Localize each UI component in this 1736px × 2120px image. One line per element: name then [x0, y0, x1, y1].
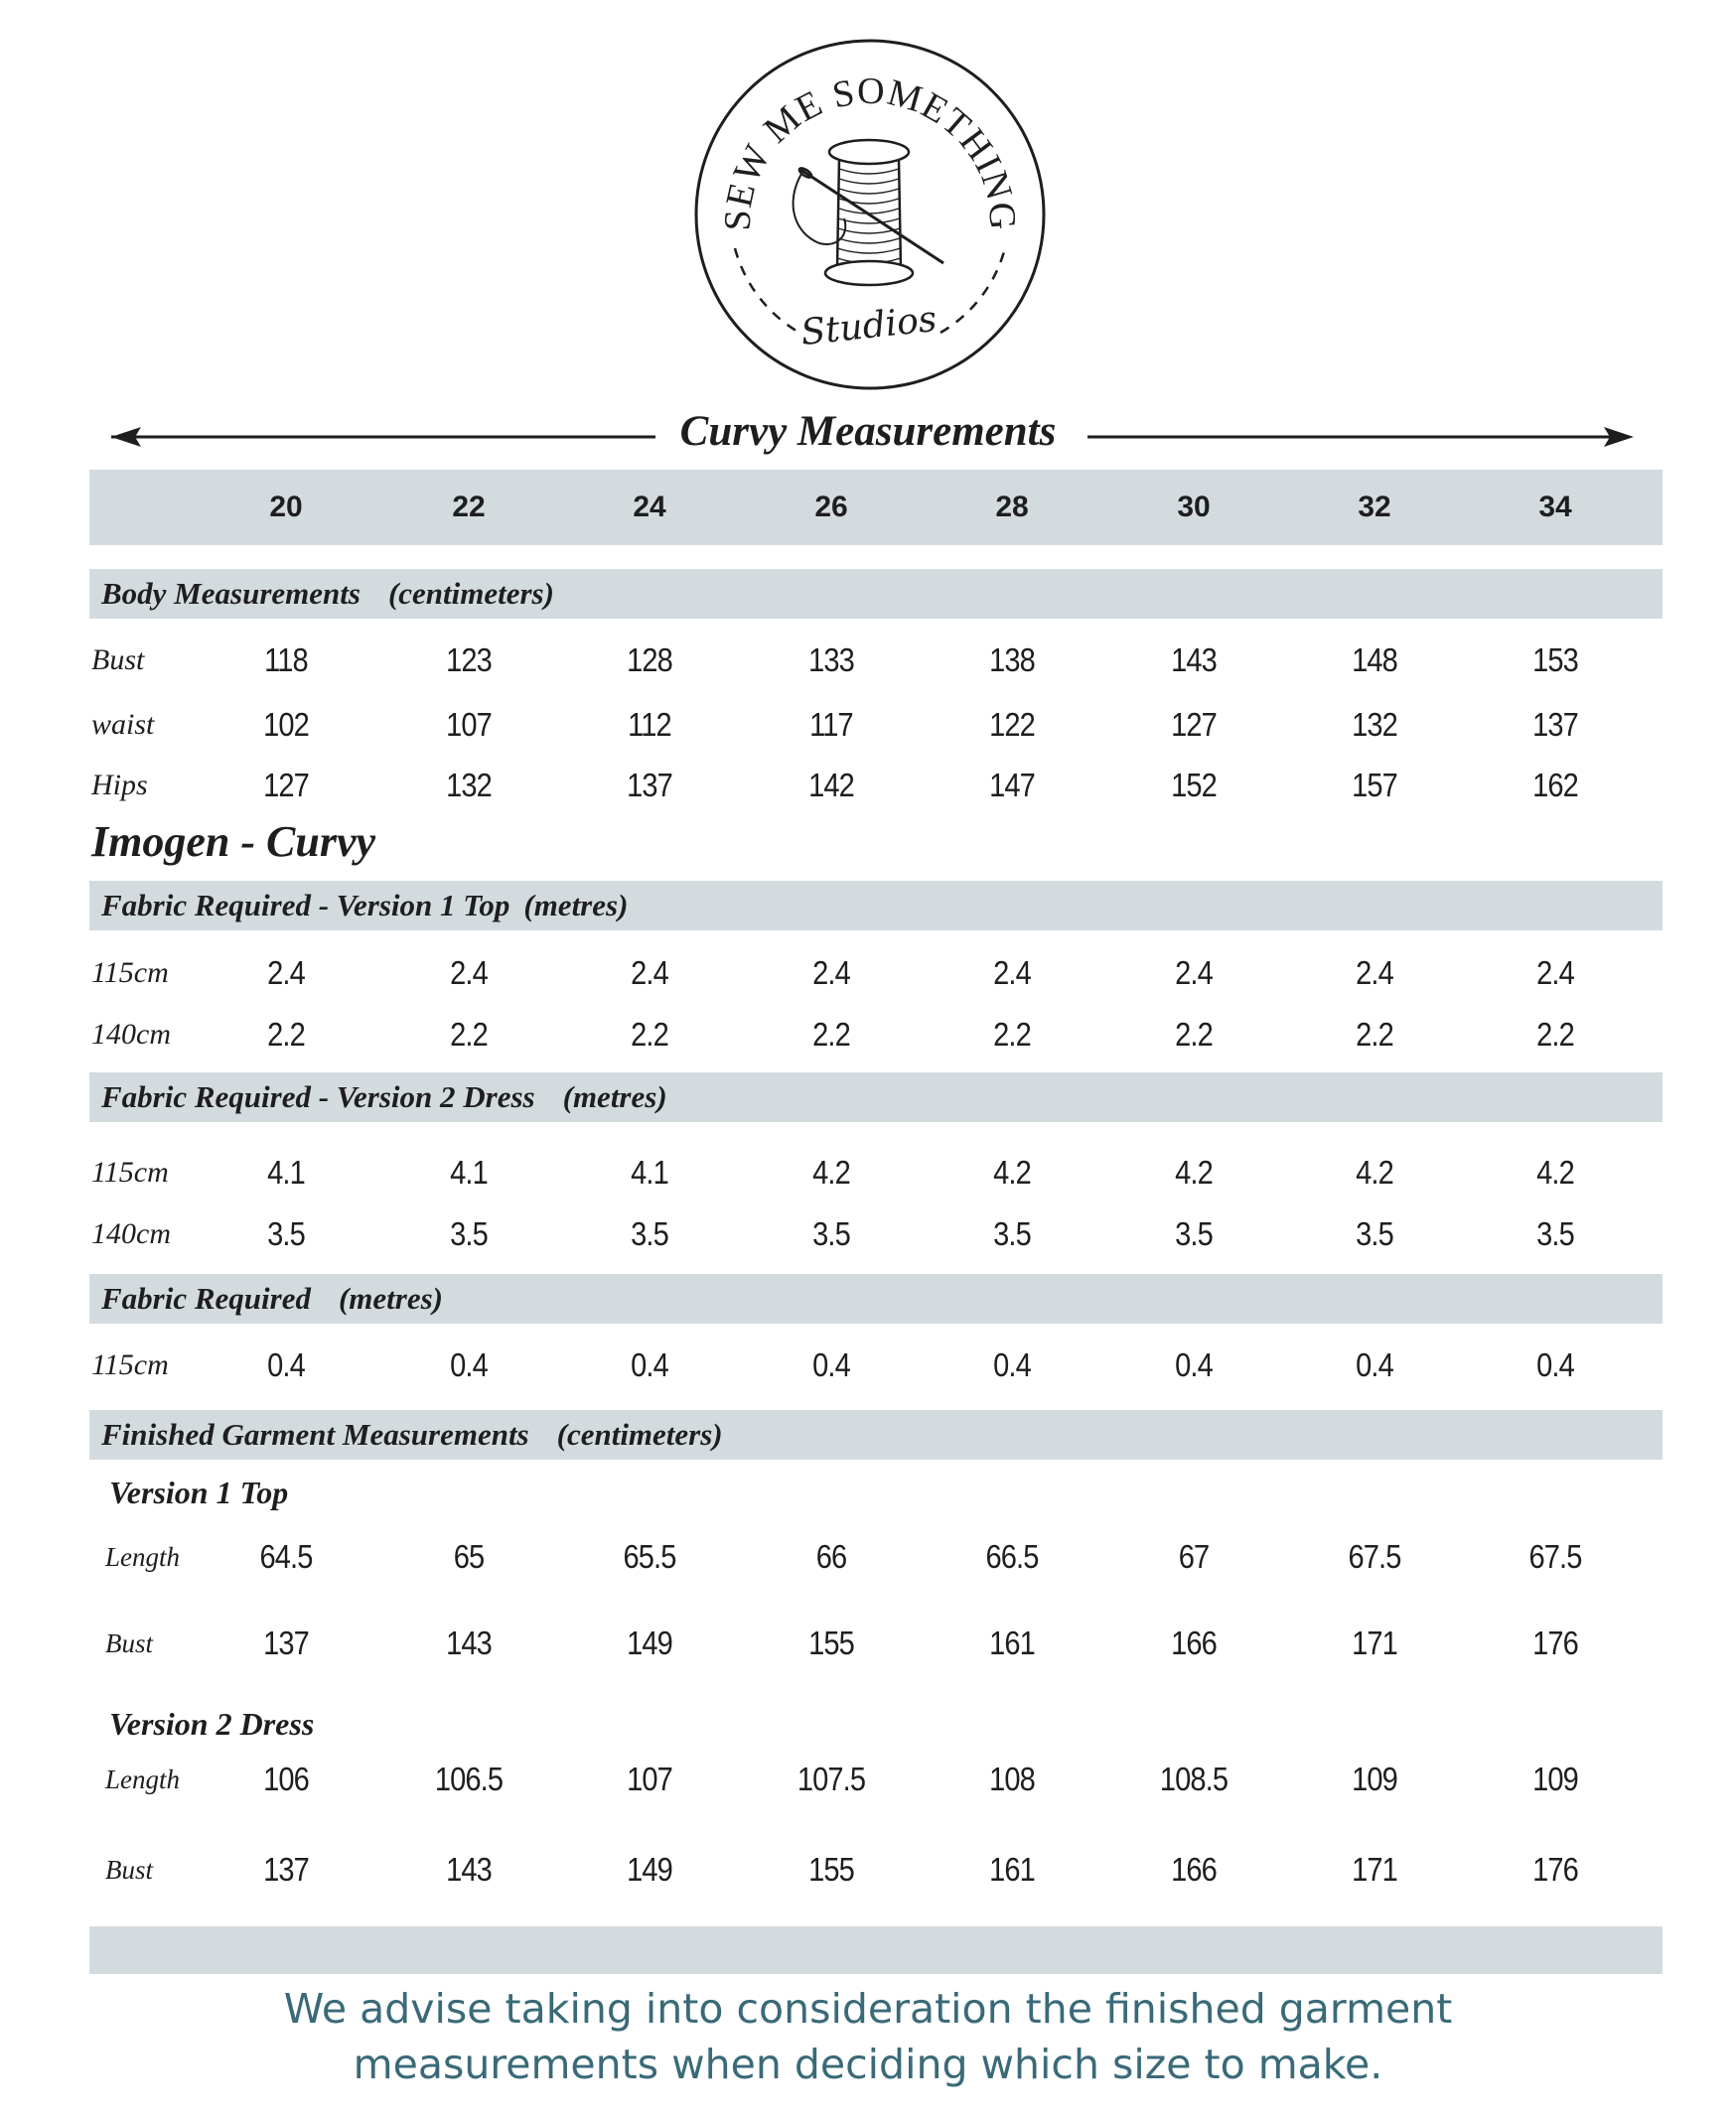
row-label: Bust	[105, 1628, 154, 1658]
page-title: Curvy Measurements	[0, 407, 1736, 457]
version2-title: Version 2 Dress	[109, 1706, 315, 1742]
table-cell: 4.2	[1175, 1154, 1213, 1191]
row-label: waist	[91, 708, 155, 741]
size-header-cell: 34	[1538, 491, 1572, 523]
section-heading-text: Fabric Required - Version 2 Dress	[101, 1079, 535, 1114]
table-cell: 0.4	[812, 1346, 850, 1383]
table-cell: 2.2	[450, 1016, 488, 1053]
svg-text:Studios: Studios	[798, 299, 940, 354]
table-cell: 0.4	[450, 1346, 488, 1383]
table-cell: 143	[446, 1851, 492, 1888]
advice-line: measurements when deciding which size to make.	[353, 2041, 1383, 2088]
table-cell: 2.2	[993, 1016, 1031, 1053]
advice-line: We advise taking into consideration the finished garment	[283, 1985, 1453, 2033]
row-label: Length	[105, 1765, 181, 1794]
size-header-cell: 22	[452, 491, 486, 523]
table-cell: 149	[627, 1625, 672, 1661]
table-cell: 147	[989, 767, 1035, 803]
table-cell: 4.2	[1356, 1154, 1393, 1191]
table-cell: 137	[627, 767, 672, 803]
table-row	[89, 1010, 1663, 1060]
table-cell: 2.4	[267, 954, 305, 991]
row-label: 140cm	[91, 1217, 171, 1250]
row-label: 115cm	[91, 1156, 169, 1189]
table-cell: 127	[263, 767, 309, 803]
row-label: 140cm	[91, 1018, 171, 1051]
table-cell: 4.1	[450, 1154, 488, 1191]
table-row	[89, 948, 1663, 998]
row-label: 115cm	[91, 956, 169, 989]
section-heading-text: Body Measurements	[101, 576, 361, 611]
product-title: Imogen - Curvy	[91, 817, 375, 866]
table-cell: 3.5	[267, 1215, 305, 1252]
section-unit: (centimeters)	[387, 576, 554, 611]
table-cell: 2.4	[450, 954, 488, 991]
table-cell: 4.2	[1536, 1154, 1574, 1191]
table-cell: 2.4	[1356, 954, 1393, 991]
table-cell: 2.2	[267, 1016, 305, 1053]
table-cell: 2.4	[812, 954, 850, 991]
row-label: Length	[105, 1542, 181, 1572]
table-cell: 2.4	[1175, 954, 1213, 991]
table-cell: 2.2	[1356, 1016, 1393, 1053]
table-cell: 2.2	[1175, 1016, 1213, 1053]
table-row	[89, 1341, 1663, 1390]
section-heading	[101, 569, 554, 619]
version1-title: Version 1 Top	[109, 1475, 289, 1510]
table-cell: 106	[263, 1761, 309, 1797]
table-cell: 0.4	[267, 1346, 305, 1383]
table-cell: 155	[808, 1851, 854, 1888]
size-header-cell: 24	[633, 491, 666, 523]
section-unit: (metres)	[523, 888, 629, 922]
table-row	[89, 1755, 1663, 1804]
table-cell: 137	[263, 1851, 309, 1888]
section-unit: (metres)	[338, 1281, 444, 1316]
size-header-cell: 26	[814, 491, 848, 523]
table-cell: 142	[808, 767, 854, 803]
table-cell: 0.4	[1356, 1346, 1393, 1383]
table-cell: 127	[1171, 706, 1217, 743]
table-cell: 106.5	[434, 1761, 504, 1797]
table-cell: 2.4	[993, 954, 1031, 991]
table-cell: 176	[1532, 1851, 1578, 1888]
table-cell: 2.4	[631, 954, 668, 991]
table-row	[89, 761, 1663, 810]
table-cell: 3.5	[631, 1215, 668, 1252]
section-band-body	[89, 569, 1663, 619]
title-arrow-line	[0, 0, 1736, 467]
row-label: 115cm	[91, 1348, 169, 1381]
table-cell: 123	[446, 641, 492, 678]
table-cell: 137	[1532, 706, 1578, 743]
table-row	[89, 1845, 1663, 1895]
table-cell: 107	[446, 706, 492, 743]
table-row	[89, 636, 1663, 685]
size-header-cell: 32	[1358, 491, 1391, 523]
section-band-fabric-v2	[89, 1072, 1663, 1122]
table-cell: 161	[989, 1851, 1035, 1888]
table-cell: 2.2	[812, 1016, 850, 1053]
table-cell: 66	[815, 1538, 847, 1575]
table-cell: 2.2	[1536, 1016, 1574, 1053]
table-cell: 166	[1171, 1851, 1217, 1888]
table-cell: 138	[989, 641, 1035, 678]
table-cell: 3.5	[1175, 1215, 1213, 1252]
table-cell: 143	[1171, 641, 1217, 678]
table-cell: 109	[1532, 1761, 1578, 1797]
advice-note	[0, 1981, 1736, 2092]
table-cell: 118	[264, 641, 308, 678]
table-cell: 152	[1171, 767, 1217, 803]
table-cell: 122	[989, 706, 1035, 743]
table-cell: 2.4	[1536, 954, 1574, 991]
table-cell: 155	[808, 1625, 854, 1661]
table-cell: 3.5	[1356, 1215, 1393, 1252]
section-heading	[101, 881, 628, 930]
table-cell: 128	[627, 641, 672, 678]
size-header-cell: 28	[995, 491, 1029, 523]
section-heading	[101, 1274, 443, 1324]
table-cell: 153	[1532, 641, 1578, 678]
table-cell: 65.5	[623, 1538, 676, 1575]
table-cell: 107.5	[796, 1761, 866, 1797]
table-cell: 143	[446, 1625, 492, 1661]
table-cell: 171	[1352, 1851, 1397, 1888]
table-cell: 4.2	[812, 1154, 850, 1191]
section-unit: (centimeters)	[556, 1417, 723, 1452]
table-cell: 137	[263, 1625, 309, 1661]
footer-band	[89, 1926, 1663, 1974]
section-band-finished	[89, 1410, 1663, 1460]
table-cell: 2.2	[631, 1016, 668, 1053]
table-cell: 102	[263, 706, 309, 743]
table-row	[89, 700, 1663, 750]
table-row	[89, 1148, 1663, 1198]
table-cell: 117	[809, 706, 853, 743]
table-cell: 3.5	[1536, 1215, 1574, 1252]
section-heading-text: Fabric Required	[101, 1281, 311, 1316]
table-cell: 67.5	[1528, 1538, 1582, 1575]
section-unit: (metres)	[562, 1079, 667, 1114]
table-cell: 132	[446, 767, 492, 803]
table-cell: 3.5	[812, 1215, 850, 1252]
table-cell: 0.4	[993, 1346, 1031, 1383]
table-cell: 108	[989, 1761, 1035, 1797]
table-cell: 4.1	[631, 1154, 668, 1191]
table-row	[89, 1209, 1663, 1259]
table-cell: 176	[1532, 1625, 1578, 1661]
table-cell: 108.5	[1159, 1761, 1229, 1797]
table-cell: 67	[1178, 1538, 1210, 1575]
row-label: Bust	[105, 1855, 154, 1885]
section-band-fabric-v1	[89, 881, 1663, 930]
table-cell: 64.5	[259, 1538, 313, 1575]
section-heading-text: Finished Garment Measurements	[101, 1417, 529, 1452]
table-cell: 162	[1532, 767, 1578, 803]
section-heading	[101, 1410, 723, 1460]
size-header-cell: 20	[269, 491, 303, 523]
table-cell: 112	[628, 706, 671, 743]
table-cell: 161	[989, 1625, 1035, 1661]
table-cell: 67.5	[1348, 1538, 1401, 1575]
table-cell: 157	[1352, 767, 1397, 803]
table-cell: 66.5	[985, 1538, 1039, 1575]
table-cell: 0.4	[1175, 1346, 1213, 1383]
size-header	[89, 470, 1663, 545]
row-label: Hips	[91, 769, 148, 801]
table-cell: 107	[627, 1761, 672, 1797]
table-cell: 149	[627, 1851, 672, 1888]
table-cell: 133	[808, 641, 854, 678]
table-cell: 0.4	[1536, 1346, 1574, 1383]
table-cell: 4.2	[993, 1154, 1031, 1191]
table-cell: 109	[1352, 1761, 1397, 1797]
table-cell: 4.1	[267, 1154, 305, 1191]
table-row	[89, 1619, 1663, 1668]
table-cell: 3.5	[993, 1215, 1031, 1252]
table-cell: 0.4	[631, 1346, 668, 1383]
table-cell: 65	[453, 1538, 485, 1575]
table-cell: 132	[1352, 706, 1397, 743]
svg-text:SEW ME SOMETHING: SEW ME SOMETHING	[716, 70, 1024, 232]
table-cell: 148	[1352, 641, 1397, 678]
section-heading	[101, 1072, 667, 1122]
table-row	[89, 1532, 1663, 1582]
section-heading-text: Fabric Required - Version 1 Top	[101, 888, 510, 922]
table-cell: 171	[1352, 1625, 1397, 1661]
section-band-fabric-other	[89, 1274, 1663, 1324]
row-label: Bust	[91, 643, 145, 676]
table-cell: 3.5	[450, 1215, 488, 1252]
size-header-cell: 30	[1177, 491, 1211, 523]
table-cell: 166	[1171, 1625, 1217, 1661]
